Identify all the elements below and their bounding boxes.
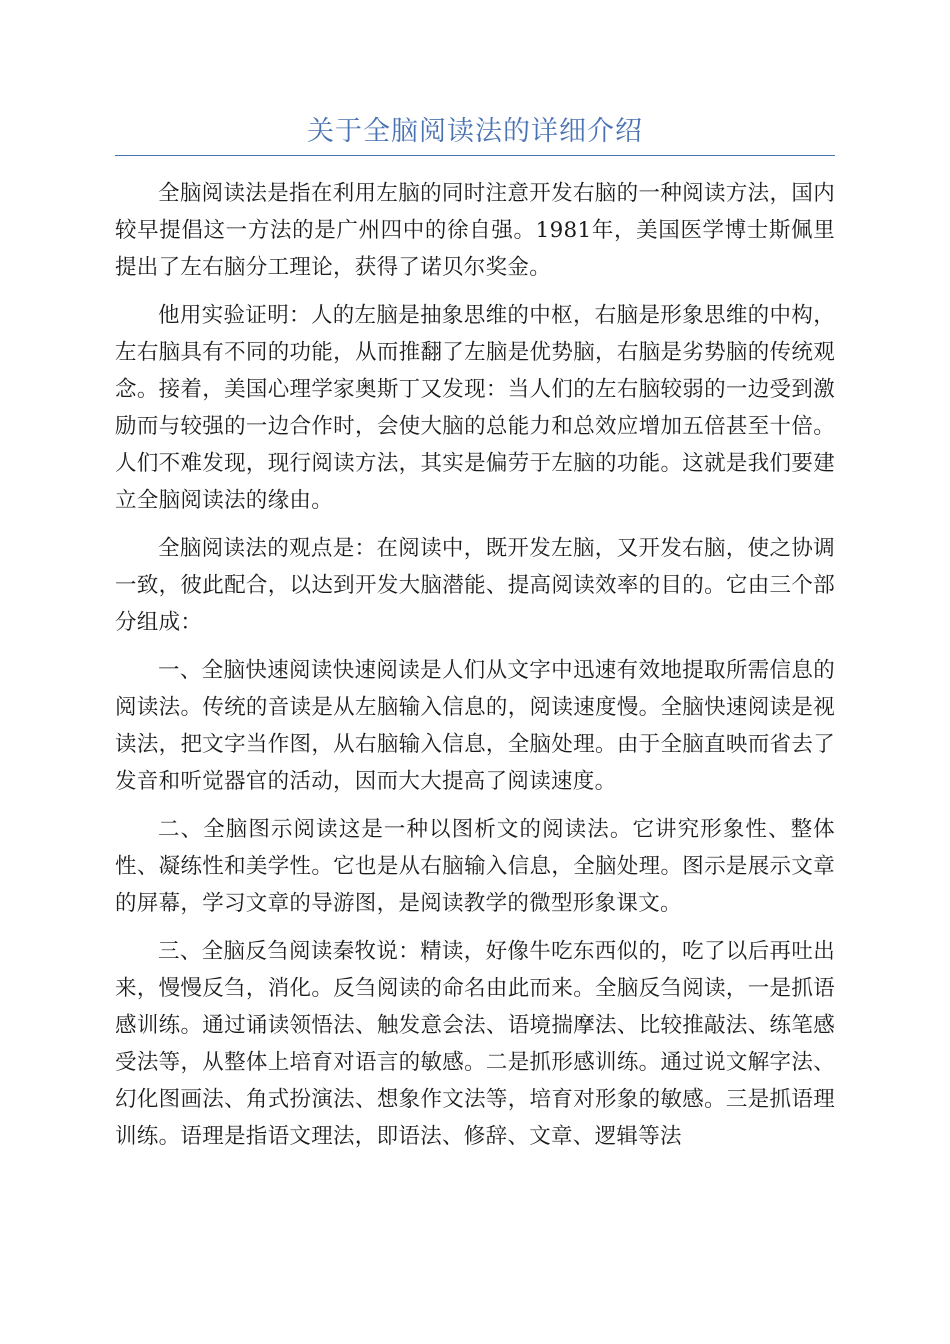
paragraph-diagram-reading: 二、全脑图示阅读这是一种以图析文的阅读法。它讲究形象性、整体性、凝练性和美学性。它也是从右脑输入信息，全脑处理。图示是展示文章的屏幕，学习文章的导游图，是阅读教学的微型形象课文。 bbox=[115, 817, 835, 916]
paragraph-rumination-reading: 三、全脑反刍阅读秦牧说：精读，好像牛吃东西似的，吃了以后再吐出来，慢慢反刍，消化。反刍阅读的命名由此而来。全脑反刍阅读，一是抓语感训练。通过诵读领悟法、触发意会法、语境揣摩法、比较推敲法、练笔感受法等，从整体上培育对语言的敏感。二是抓形感训练。通过说文解字法、幻化图画法、角式扮演法、想象作文法等，培育对形象的敏感。三是抓语理训练。语理是指语文理法，即语法、修辞、文章、逻辑等法 bbox=[115, 939, 835, 1149]
paragraph-viewpoint: 全脑阅读法的观点是：在阅读中，既开发左脑，又开发右脑，使之协调一致，彼此配合，以达到开发大脑潜能、提高阅读效率的目的。它由三个部分组成： bbox=[115, 536, 835, 635]
title-underline bbox=[115, 155, 835, 156]
paragraph-intro: 全脑阅读法是指在利用左脑的同时注意开发右脑的一种阅读方法，国内较早提倡这一方法的是广州四中的徐自强。1981年，美国医学博士斯佩里提出了左右脑分工理论，获得了诺贝尔奖金。 bbox=[115, 181, 835, 280]
document-body bbox=[115, 175, 835, 1166]
paragraph-experiment: 他用实验证明：人的左脑是抽象思维的中枢，右脑是形象思维的中构，左右脑具有不同的功能，从而推翻了左脑是优势脑，右脑是劣势脑的传统观念。接着，美国心理学家奥斯丁又发现：当人们的左右脑较弱的一边受到激励而与较强的一边合作时，会使大脑的总能力和总效应增加五倍甚至十倍。人们不难发现，现行阅读方法，其实是偏劳于左脑的功能。这就是我们要建立全脑阅读法的缘由。 bbox=[115, 303, 835, 513]
document-title: 关于全脑阅读法的详细介绍 bbox=[307, 116, 643, 147]
paragraph-fast-reading: 一、全脑快速阅读快速阅读是人们从文字中迅速有效地提取所需信息的阅读法。传统的音读是从左脑输入信息的，阅读速度慢。全脑快速阅读是视读法，把文字当作图，从右脑输入信息，全脑处理。由于全脑直映而省去了发音和听觉器官的活动，因而大大提高了阅读速度。 bbox=[115, 658, 835, 794]
